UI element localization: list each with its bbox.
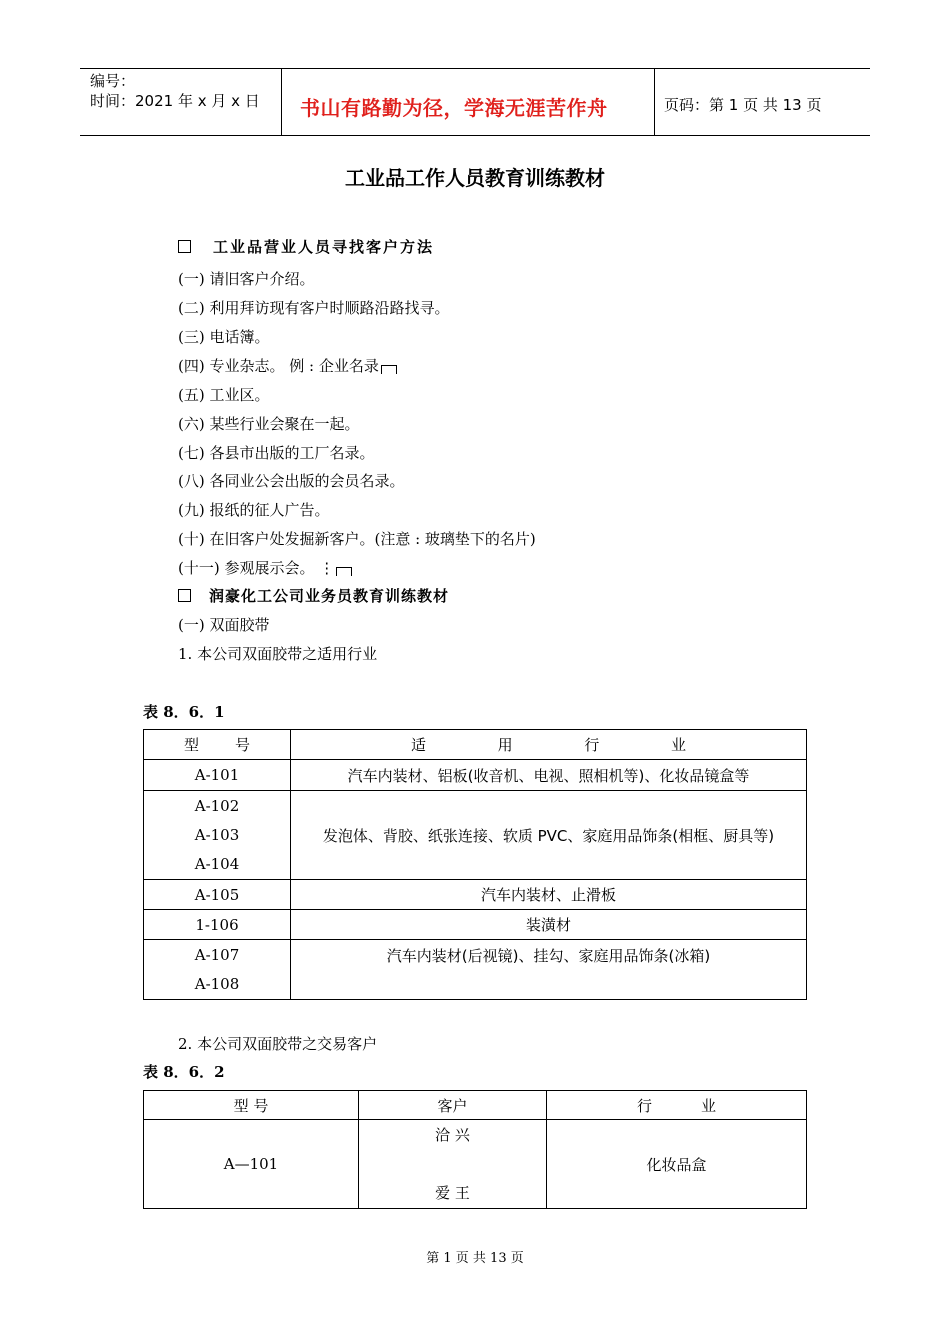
table-row (144, 880, 807, 910)
header-cell-industry: 行 业 (547, 1091, 807, 1120)
table-row (144, 791, 807, 880)
header-cell-model: 型 号 (144, 1091, 359, 1120)
list-item: (九) 报纸的征人广告。 (178, 501, 330, 519)
section2-heading-text: 润豪化工公司业务员教育训练教材 (209, 587, 450, 605)
list-item: (六) 某些行业会聚在一起。 (178, 415, 360, 433)
list-item: (五) 工业区。 (178, 386, 270, 404)
table1-caption: 表 8．6．1 (143, 703, 225, 721)
model-cell: A-105 (144, 880, 291, 910)
industry-cell: 发泡体、背胶、纸张连接、软质 PVC、家庭用品饰条(相框、厨具等) (291, 791, 807, 880)
header-cell-model: 型 号 (144, 730, 291, 760)
header-page-info: 页码：第 1 页 共 13 页 (664, 96, 822, 114)
customer-cell: 洽 兴 爱 王 (359, 1120, 547, 1209)
subsection-item: 1. 本公司双面胶带之适用行业 (178, 645, 378, 663)
list-item: (十) 在旧客户处发掘新客户。(注意 : 玻璃垫下的名片) (178, 530, 536, 548)
table-row (144, 1120, 807, 1209)
model-cell: A—101 (144, 1120, 359, 1209)
industry-cell: 汽车内装材、铝板(收音机、电视、照相机等)、化妆品镜盒等 (291, 760, 807, 791)
header-time-label: 时间：2021 年 x 月 x 日 (90, 92, 260, 110)
table-row (144, 760, 807, 791)
header-divider-left (281, 68, 282, 136)
header-cell-customer: 客户 (359, 1091, 547, 1120)
table2-caption: 表 8．6．2 (143, 1063, 225, 1081)
list-item-text: (四) 专业杂志。 例 : 企业名录 (178, 357, 379, 375)
header-top-rule (80, 68, 870, 69)
header-cell-industry: 适 用 行 业 (291, 730, 807, 760)
subsection-item: 2. 本公司双面胶带之交易客户 (178, 1035, 378, 1053)
bracket-glyph-icon (336, 567, 352, 576)
table1 (143, 729, 807, 1000)
list-item-text: (十一) 参观展示会。 ⋮ (178, 559, 335, 577)
industry-cell: 装潢材 (291, 910, 807, 940)
table2 (143, 1090, 807, 1209)
table-row (144, 940, 807, 1000)
list-item: (二) 利用拜访现有客户时顺路沿路找寻。 (178, 299, 450, 317)
section2-heading (178, 585, 449, 606)
model-cell: A-101 (144, 760, 291, 791)
industry-cell: 汽车内装材、止滑板 (291, 880, 807, 910)
model-cell: 1-106 (144, 910, 291, 940)
table-header-row (144, 730, 807, 760)
header-number-label: 编号： (90, 72, 136, 90)
table-header-row (144, 1091, 807, 1120)
header-divider-right (654, 68, 655, 136)
header-motto: 书山有路勤为径，学海无涯苦作舟 (300, 96, 608, 120)
list-item: (三) 电话簿。 (178, 328, 270, 346)
table-row (144, 910, 807, 940)
industry-cell: 化妆品盒 (547, 1120, 807, 1209)
header-bottom-rule (80, 135, 870, 136)
list-item (178, 355, 397, 376)
list-item: (七) 各县市出版的工厂名录。 (178, 444, 375, 462)
section1-heading-text: 工业品营业人员寻找客户方法 (213, 238, 435, 256)
list-item (178, 557, 352, 578)
list-item: (八) 各同业公会出版的会员名录。 (178, 472, 405, 490)
bracket-glyph-icon (381, 365, 397, 374)
model-cell: A-102 A-103 A-104 (144, 791, 291, 880)
page-footer: 第 1 页 共 13 页 (426, 1251, 524, 1266)
section1-heading (178, 236, 434, 257)
subsection-heading: (一) 双面胶带 (178, 616, 270, 634)
page-title: 工业品工作人员教育训练教材 (345, 166, 605, 190)
model-cell: A-107 A-108 (144, 940, 291, 1000)
checkbox-icon (178, 589, 191, 602)
list-item: (一) 请旧客户介绍。 (178, 270, 315, 288)
industry-cell: 汽车内装材(后视镜)、挂勾、家庭用品饰条(冰箱) (291, 940, 807, 1000)
checkbox-icon (178, 240, 191, 253)
